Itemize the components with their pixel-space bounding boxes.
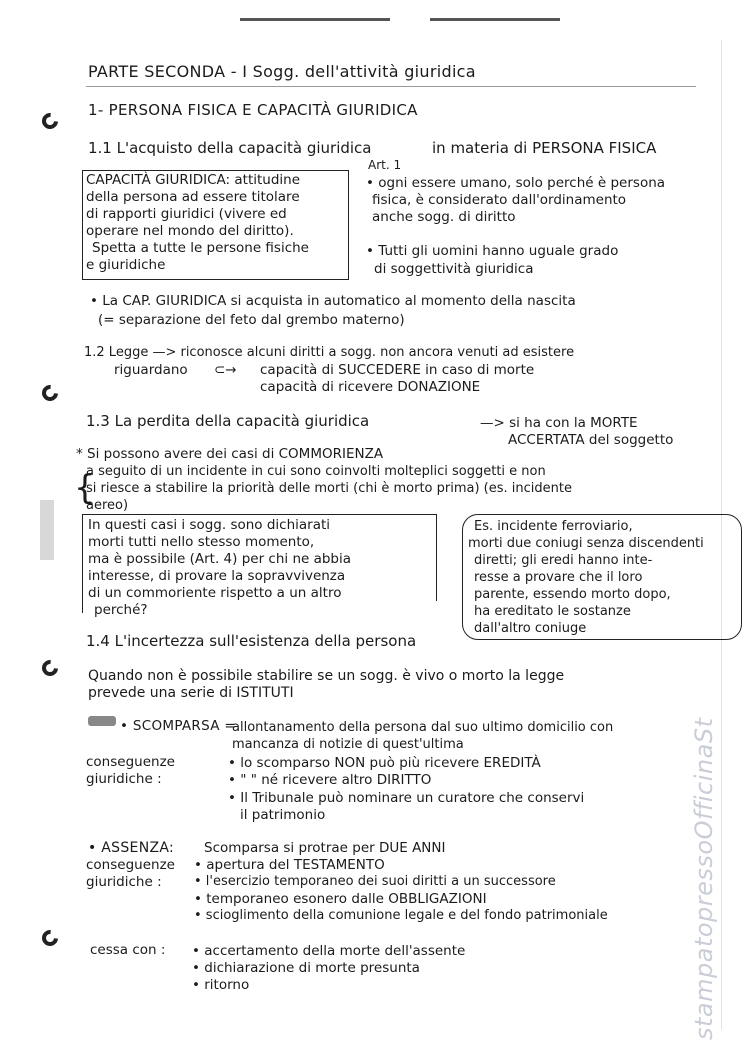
box-line: e giuridiche (86, 257, 166, 273)
intro-line: Quando non è possibile stabilire se un sogg. è vivo o morto la legge (88, 668, 565, 684)
conseguenze-label: conseguenze (86, 857, 175, 873)
bracket (338, 170, 349, 280)
cessa-item: • dichiarazione di morte presunta (192, 960, 420, 976)
scomparsa-cons: il patrimonio (240, 807, 326, 823)
explanation-line: ma è possibile (Art. 4) per chi ne abbia (88, 551, 352, 567)
riguardano-item: capacità di ricevere DONAZIONE (260, 379, 481, 395)
example-line: ha ereditato le sostanze (474, 604, 631, 619)
brace: { (74, 468, 96, 508)
assenza-cons: • l'esercizio temporaneo dei suoi diritti a un successore (194, 874, 556, 889)
assenza-cons: • apertura del TESTAMENTO (194, 857, 385, 873)
death-note: —> si ha con la MORTE (480, 415, 638, 431)
scomparsa-cons: • lo scomparso NON può più ricevere EREDITÀ (228, 755, 541, 771)
box-line: della persona ad essere titolare (86, 189, 300, 205)
commorienza-line: aereo) (86, 498, 129, 513)
explanation-line: di un commoriente rispetto a un altro (88, 585, 342, 601)
example-line: dall'altro coniuge (474, 621, 587, 636)
cessa-item: • ritorno (192, 977, 250, 993)
strikeout (88, 716, 116, 726)
example-line: parente, essendo morto dopo, (474, 587, 671, 602)
death-note: ACCERTATA del soggetto (508, 432, 674, 448)
scomparsa-cons: • " " né ricevere altro DIRITTO (228, 772, 432, 788)
riguardano-label: riguardano (114, 362, 188, 378)
scan-top-mark (240, 18, 390, 21)
subsection-title-1-1: 1.1 L'acquisto della capacità giuridica (88, 139, 372, 157)
bullet-line: (= separazione del feto dal grembo materno) (98, 312, 405, 328)
box-line: operare nel mondo del diritto). (86, 223, 294, 239)
scomparsa-def: allontanamento della persona dal suo ultimo domicilio con (232, 720, 614, 735)
subsection-title-1-4: 1.4 L'incertezza sull'esistenza della persona (86, 632, 417, 650)
explanation-line: morti tutti nello stesso momento, (88, 534, 315, 550)
punch-hole-icon (39, 110, 62, 133)
subsection-line-1-2: 1.2 Legge —> riconosce alcuni diritti a sogg. non ancora venuti ad esistere (84, 345, 575, 360)
scomparsa-label: • SCOMPARSA = (120, 718, 236, 734)
explanation-line: interesse, di provare la sopravvivenza (88, 568, 346, 584)
right-line: di soggettività giuridica (374, 261, 534, 277)
example-line: resse a provare che il loro (474, 570, 643, 585)
arrow-glyph: ⊂→ (214, 362, 237, 378)
article-ref: Art. 1 (368, 158, 402, 172)
assenza-cons: • temporaneo esonero dalle OBBLIGAZIONI (194, 891, 487, 907)
giuridiche-label: giuridiche : (86, 771, 162, 787)
giuridiche-label: giuridiche : (86, 874, 162, 890)
punch-hole-icon (39, 927, 62, 950)
subsection-title-1-3: 1.3 La perdita della capacità giuridica (86, 412, 370, 430)
conseguenze-label: conseguenze (86, 754, 175, 770)
assenza-label: • ASSENZA: (88, 840, 175, 856)
box-line: di rapporti giuridici (vivere ed (86, 206, 287, 222)
explanation-line: perché? (94, 602, 148, 618)
assenza-cons: • scioglimento della comunione legale e del fondo patrimoniale (194, 908, 608, 923)
cessa-item: • accertamento della morte dell'assente (192, 943, 466, 959)
part-title: PARTE SECONDA - I Sogg. dell'attività giuridica (88, 62, 476, 81)
scomparsa-cons: • Il Tribunale può nominare un curatore che conservi (228, 790, 585, 806)
binding-mark (40, 500, 54, 560)
explanation-line: In questi casi i sogg. sono dichiarati (88, 517, 331, 533)
example-line: Es. incidente ferroviario, (474, 519, 633, 534)
example-line: morti due coniugi senza discendenti (468, 536, 704, 551)
box-line: Spetta a tutte le persone fisiche (92, 240, 309, 256)
print-watermark: stampatopressoOfficinaSt (690, 717, 718, 1040)
punch-hole-icon (39, 382, 62, 405)
assenza-def: Scomparsa si protrae per DUE ANNI (204, 840, 446, 856)
box-line: CAPACITÀ GIURIDICA: attitudine (86, 172, 301, 188)
subsection-right-note: in materia di PERSONA FISICA (432, 139, 657, 157)
title-underline (86, 86, 696, 87)
bracket (428, 514, 437, 601)
example-line: diretti; gli eredi hanno inte- (474, 553, 653, 568)
cessa-label: cessa con : (90, 942, 166, 958)
intro-line: prevede una serie di ISTITUTI (88, 685, 294, 701)
scan-top-mark (430, 18, 560, 21)
riguardano-item: capacità di SUCCEDERE in caso di morte (260, 362, 535, 378)
right-line: anche sogg. di diritto (372, 209, 516, 225)
commorienza-line: si riesce a stabilire la priorità delle morti (chi è morto prima) (es. incidente (86, 481, 572, 496)
right-line: • ogni essere umano, solo perché è persona (366, 175, 666, 191)
section-heading: 1- PERSONA FISICA E CAPACITÀ GIURIDICA (88, 101, 418, 119)
commorienza-line: a seguito di un incidente in cui sono coinvolti molteplici soggetti e non (86, 464, 546, 479)
scomparsa-def: mancanza di notizie di quest'ultima (232, 737, 464, 752)
right-line: • Tutti gli uomini hanno uguale grado (366, 243, 619, 259)
commorienza-note: * Si possono avere dei casi di COMMORIENZA (76, 446, 384, 462)
punch-hole-icon (39, 657, 62, 680)
bullet-line: • La CAP. GIURIDICA si acquista in automatico al momento della nascita (90, 293, 576, 309)
right-line: fisica, è considerato dall'ordinamento (372, 192, 627, 208)
